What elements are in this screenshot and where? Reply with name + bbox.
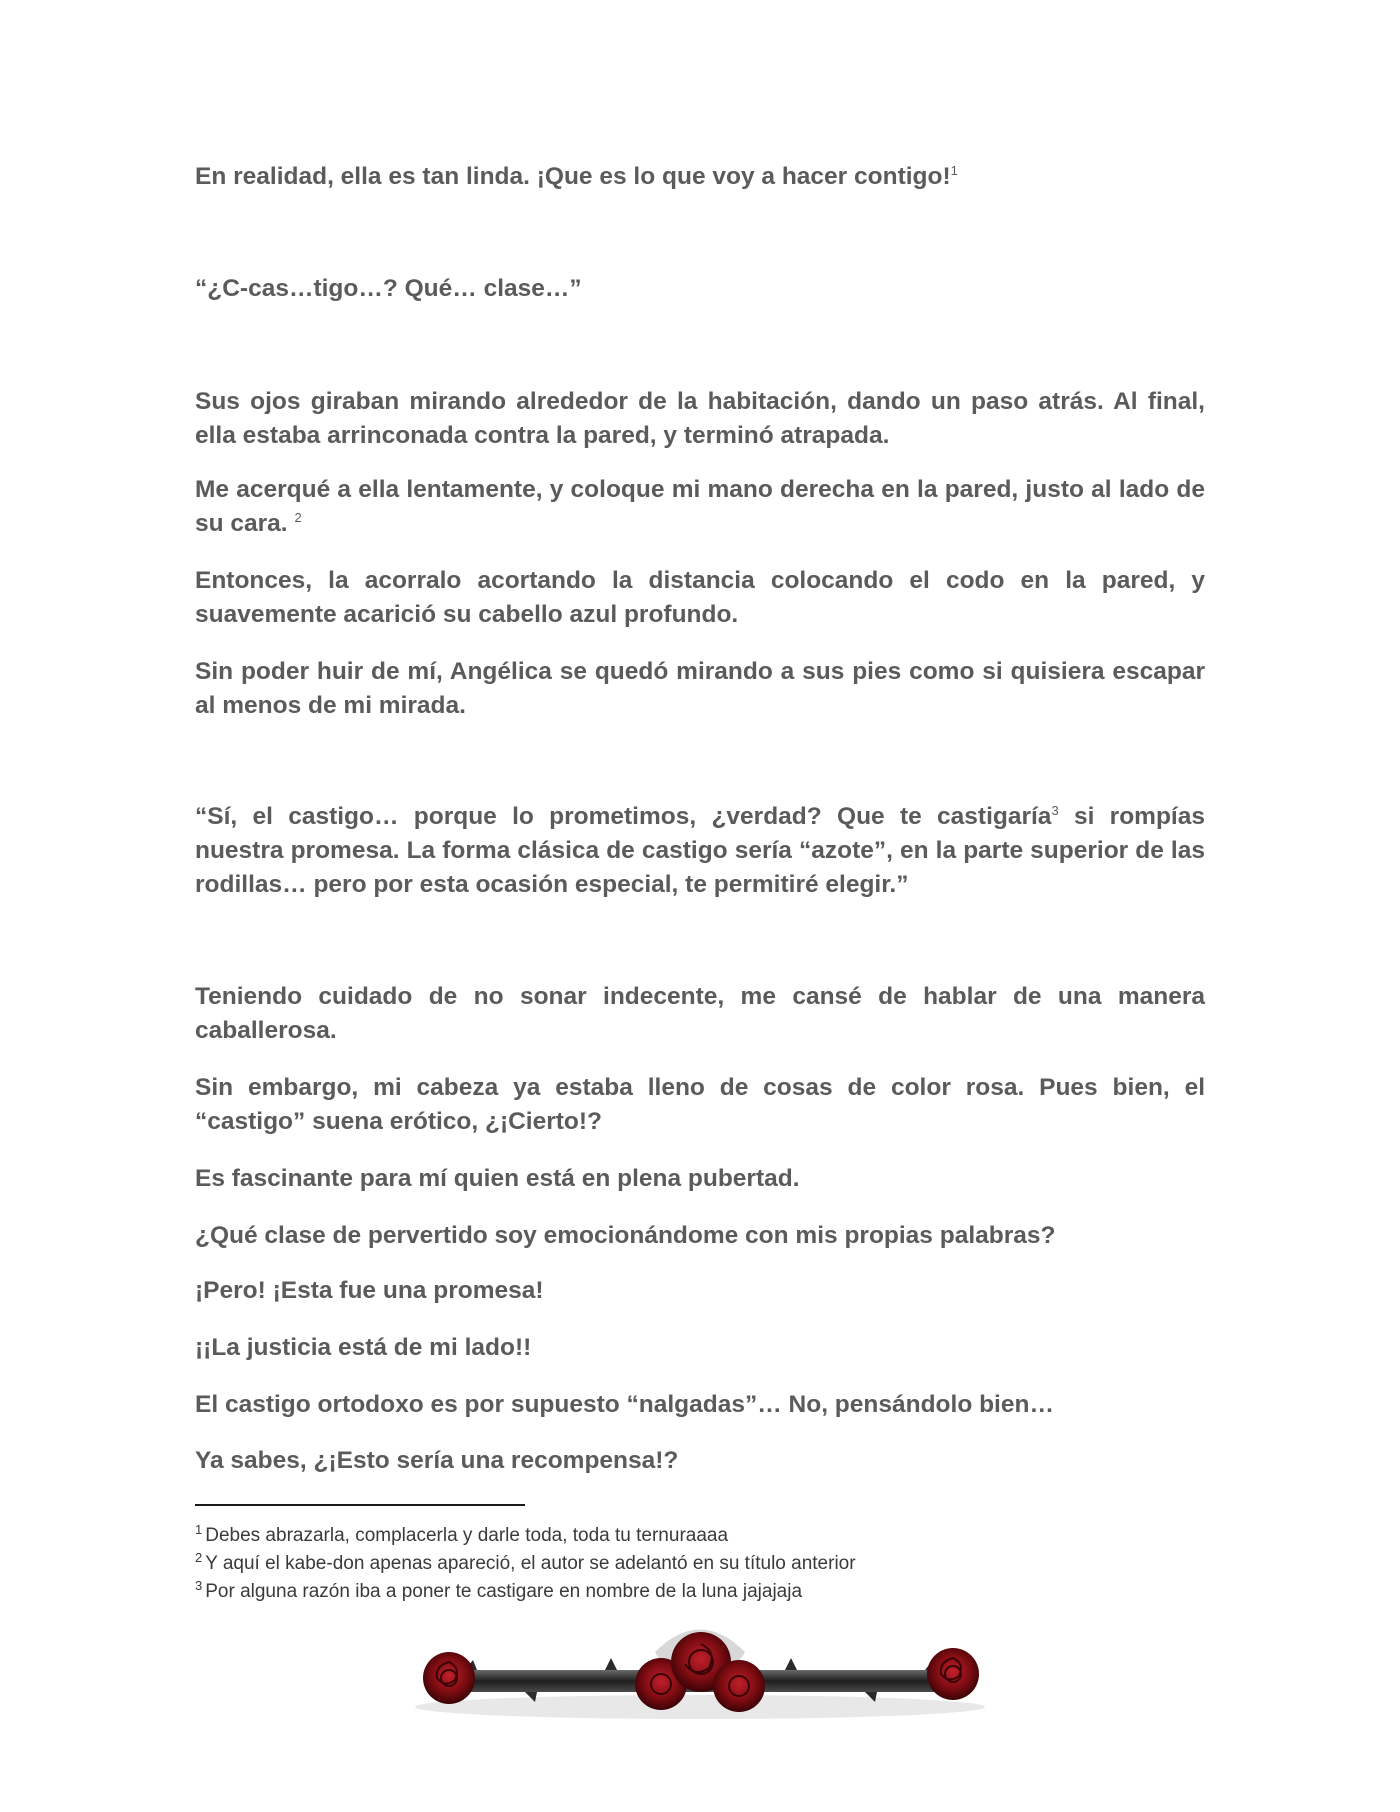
paragraph-14: El castigo ortodoxo es por supuesto “nalgadas”… No, pensándolo bien… bbox=[195, 1391, 1054, 1418]
paragraph-12: ¡Pero! ¡Esta fue una promesa! bbox=[195, 1277, 544, 1304]
paragraph-8: Teniendo cuidado de no sonar indecente, me cansé de hablar de una manera caballerosa. bbox=[195, 983, 1205, 1044]
paragraph-2: “¿C-cas…tigo…? Qué… clase…” bbox=[195, 275, 582, 302]
footnote-number: 1 bbox=[195, 1521, 203, 1537]
footnote-separator bbox=[195, 1504, 525, 1506]
footnote-number: 2 bbox=[195, 1549, 203, 1565]
paragraph-7: “Sí, el castigo… porque lo prometimos, ¿verdad? Que te castigaría$^3$ si rompías nuestra promesa. La forma clásica de castigo sería “azote”, en la parte superior de las rodillas… pero por esta ocasión especial, te permitiré elegir.” bbox=[195, 802, 1205, 898]
paragraph-11: ¿Qué clase de pervertido soy emocionándome con mis propias palabras? bbox=[195, 1222, 1056, 1249]
footnote-text: Por alguna razón iba a poner te castigare en nombre de la luna jajajaja bbox=[205, 1581, 803, 1602]
paragraph-6: Sin poder huir de mí, Angélica se quedó mirando a sus pies como si quisiera escapar al menos de mi mirada. bbox=[195, 658, 1205, 719]
rose-divider-icon bbox=[405, 1612, 995, 1724]
footnote-number: 3 bbox=[195, 1577, 203, 1593]
footnote-text: Y aquí el kabe-don apenas apareció, el autor se adelantó en su título anterior bbox=[205, 1553, 856, 1574]
paragraph-1: En realidad, ella es tan linda. ¡Que es lo que voy a hacer contigo!$^1$ bbox=[195, 162, 958, 190]
footnote-ref-2[interactable]: 2 bbox=[294, 509, 302, 525]
footnote-1 bbox=[195, 1521, 1205, 1548]
paragraph-4: Me acerqué a ella lentamente, y coloque mi mano derecha en la pared, justo al lado de su cara. $^2$ bbox=[195, 476, 1205, 537]
paragraph-10: Es fascinante para mí quien está en plena pubertad. bbox=[195, 1165, 800, 1192]
paragraph-13: ¡¡La justicia está de mi lado!! bbox=[195, 1334, 532, 1361]
document-page bbox=[195, 0, 1205, 1812]
footnote-ref-1[interactable]: 1 bbox=[950, 162, 958, 178]
footnote-2 bbox=[195, 1549, 1205, 1576]
footnote-3 bbox=[195, 1577, 1205, 1604]
footnote-text: Debes abrazarla, complacerla y darle toda, toda tu ternuraaaa bbox=[205, 1525, 729, 1546]
paragraph-15: Ya sabes, ¿¡Esto sería una recompensa!? bbox=[195, 1447, 679, 1474]
paragraph-9: Sin embargo, mi cabeza ya estaba lleno de cosas de color rosa. Pues bien, el “castigo” suena erótico, ¿¡Cierto!? bbox=[195, 1074, 1205, 1135]
paragraph-5: Entonces, la acorralo acortando la distancia colocando el codo en la pared, y suavemente acarició su cabello azul profundo. bbox=[195, 567, 1205, 628]
paragraph-3: Sus ojos giraban mirando alrededor de la habitación, dando un paso atrás. Al final, ella estaba arrinconada contra la pared, y terminó atrapada. bbox=[195, 388, 1205, 449]
footnote-ref-3[interactable]: 3 bbox=[1051, 802, 1059, 818]
